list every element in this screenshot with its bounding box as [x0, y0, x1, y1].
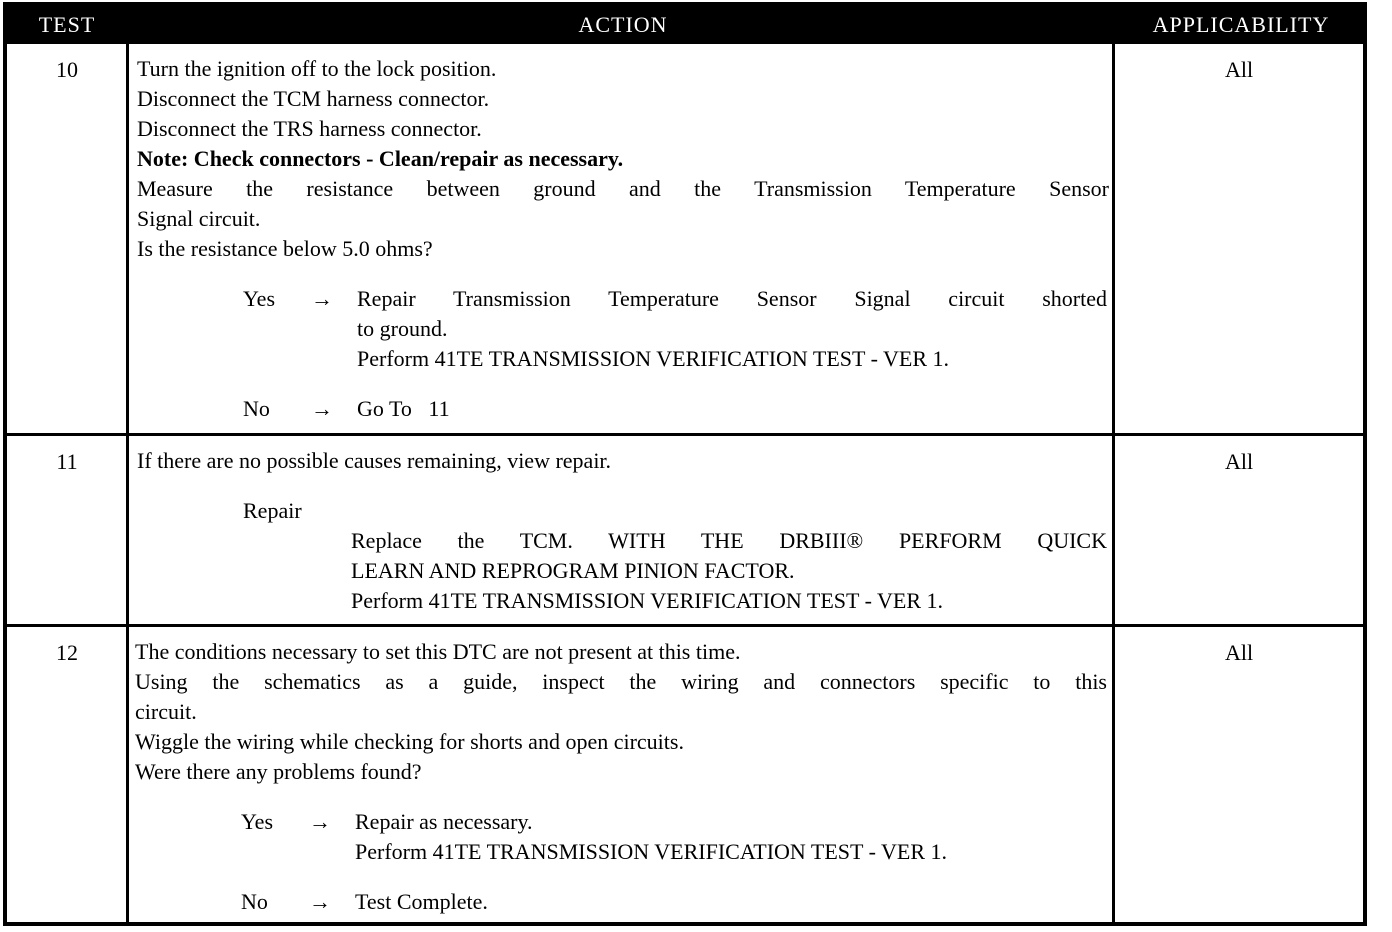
result-line: Perform 41TE TRANSMISSION VERIFICATION TEST - VER 1.	[351, 588, 943, 613]
no-label: No	[243, 396, 270, 421]
action-line: If there are no possible causes remaining, view repair.	[137, 448, 612, 473]
diagnostic-table	[3, 2, 1367, 926]
applicability-value: All	[1224, 449, 1254, 474]
no-result	[137, 394, 1109, 424]
header-applicability: APPLICABILITY	[1152, 12, 1330, 37]
result-line: LEARN AND REPROGRAM PINION FACTOR.	[351, 558, 795, 583]
arrow-right-icon: →	[311, 286, 333, 311]
arrow-right-icon: →	[309, 889, 331, 914]
applicability-value: All	[1224, 57, 1254, 82]
action-line: Using the schematics as a guide, inspect the wiring and connectors specific to this	[135, 669, 1107, 694]
action-line: Wiggle the wiring while checking for shorts and open circuits.	[135, 729, 684, 754]
action-cell	[137, 446, 1109, 616]
applicability-value: All	[1224, 640, 1254, 665]
test-number: 12	[56, 640, 78, 665]
question-line: Were there any problems found?	[135, 759, 422, 784]
action-line: Disconnect the TRS harness connector.	[137, 116, 482, 141]
test-number: 10	[56, 57, 78, 82]
result-line: to ground.	[357, 316, 448, 341]
result-line: Replace the TCM. WITH THE DRBIII® PERFORM QUICK	[351, 528, 1107, 553]
action-line: Disconnect the TCM harness connector.	[137, 86, 490, 111]
table-row-test-12	[7, 627, 1363, 922]
yes-label: Yes	[243, 286, 276, 311]
result-line: Go To 11	[357, 396, 450, 421]
test-number: 11	[56, 449, 78, 474]
result-line: Perform 41TE TRANSMISSION VERIFICATION TEST - VER 1.	[357, 346, 949, 371]
no-label: No	[241, 889, 268, 914]
no-result	[135, 887, 1107, 917]
table-row-test-11	[7, 436, 1363, 624]
table-row-test-10	[7, 44, 1363, 433]
action-line: circuit.	[135, 699, 197, 724]
action-line: The conditions necessary to set this DTC are not present at this time.	[135, 639, 741, 664]
action-line: Turn the ignition off to the lock position.	[137, 56, 497, 81]
header-test: TEST	[38, 12, 96, 37]
result-line: Test Complete.	[355, 889, 488, 914]
yes-result	[137, 284, 1109, 374]
action-line: Measure the resistance between ground and the Transmission Temperature Sensor	[137, 176, 1109, 201]
action-cell	[137, 54, 1109, 424]
action-cell	[135, 637, 1107, 917]
repair-result	[137, 496, 1109, 616]
yes-label: Yes	[241, 809, 274, 834]
result-line: Repair as necessary.	[355, 809, 533, 834]
arrow-right-icon: →	[309, 809, 331, 834]
result-line: Perform 41TE TRANSMISSION VERIFICATION TEST - VER 1.	[355, 839, 947, 864]
table-header	[7, 6, 1363, 44]
result-line: Repair Transmission Temperature Sensor Signal circuit shorted	[357, 286, 1107, 311]
question-line: Is the resistance below 5.0 ohms?	[137, 236, 433, 261]
arrow-right-icon: →	[311, 396, 333, 421]
yes-result	[135, 807, 1107, 867]
note-line: Note: Check connectors - Clean/repair as necessary.	[137, 146, 624, 171]
repair-label: Repair	[243, 498, 302, 523]
header-action: ACTION	[578, 12, 668, 37]
action-line: Signal circuit.	[137, 206, 261, 231]
